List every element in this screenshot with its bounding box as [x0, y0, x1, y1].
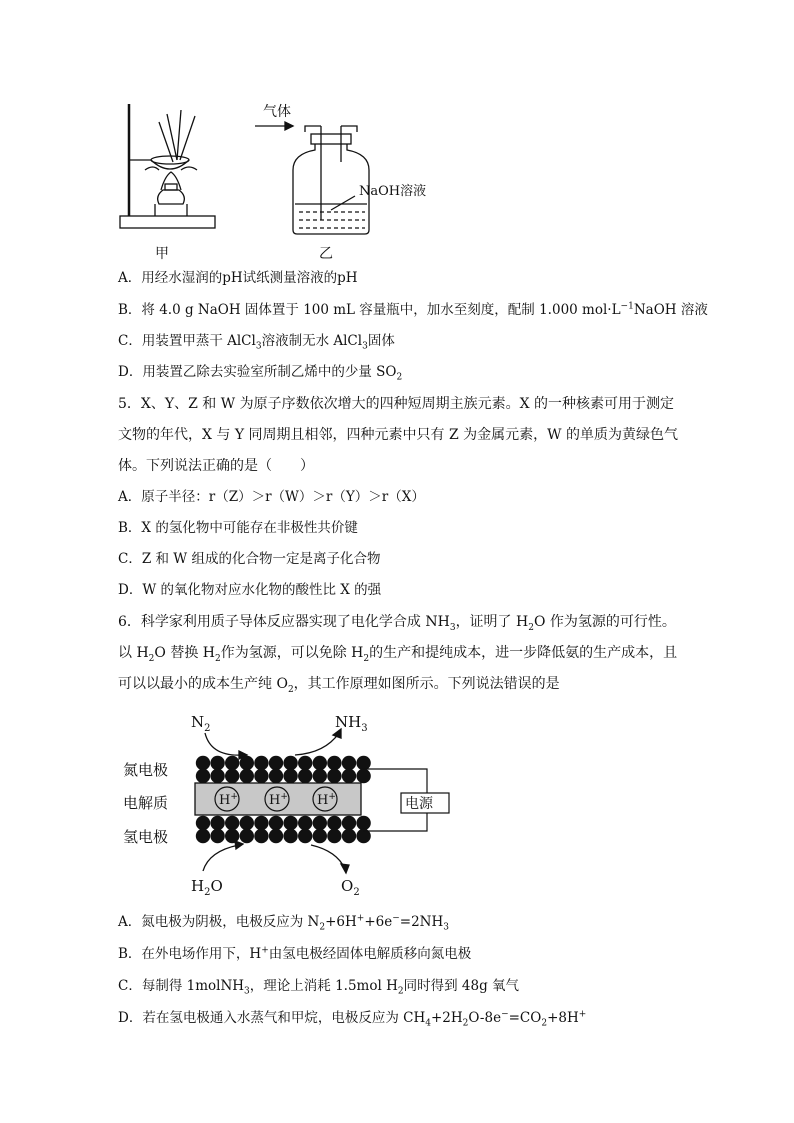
electrode-particle — [196, 829, 210, 843]
q5-option-a: A．原子半径：r（Z）＞r（W）＞r（Y）＞r（X） — [118, 489, 425, 505]
label-h2o: $H_2O$ — [191, 877, 223, 898]
q6-stem-line2: 以 $H_2O$ 替换 $H_2$作为氢源，可以免除 $H_2$的生产和提纯成本，进一步降低氨的生产成本，且 — [118, 645, 678, 664]
h-plus-2: H+ — [269, 792, 288, 808]
q6-stem-line1: 6．科学家利用质子导体反应器实现了电化学合成 $NH_3$，证明了 $H_2O$ 作为氢源的可行性。 — [118, 614, 676, 633]
hydrogen-electrode — [196, 816, 371, 843]
q5-stem-line1: 5．X、Y、Z 和 W 为原子序数依次增大的四种短周期主族元素。X 的一种核素可用于测定 — [118, 396, 674, 412]
label-naoh: NaOH溶液 — [359, 184, 427, 199]
electrode-particle — [313, 816, 327, 830]
q6-option-c: C．每制得 1molNH$_3$，理论上消耗 1.5mol $H_2$同时得到 48g 氧气 — [118, 978, 519, 997]
electrode-particle — [313, 769, 327, 783]
electrode-particle — [356, 756, 370, 770]
q4-option-b: B．将 4.0 g NaOH 固体置于 100 mL 容量瓶中，加水至刻度，配制 1.000 $mol\cdot L^{-1}NaOH$ 溶液 — [118, 301, 708, 318]
electrode-particle — [327, 756, 341, 770]
electrode-particle — [313, 829, 327, 843]
electrode-particle — [283, 829, 297, 843]
electrode-particle — [240, 829, 254, 843]
q4-option-c: C．用装置甲蒸干 AlCl$_3$溶液制无水 AlCl$_3$固体 — [118, 333, 395, 352]
electrode-particle — [254, 756, 268, 770]
electrode-particle — [240, 769, 254, 783]
electrode-particle — [313, 756, 327, 770]
electrode-particle — [327, 829, 341, 843]
h-plus-1: H+ — [219, 792, 238, 808]
apparatus-figure — [115, 92, 455, 262]
q5-option-c: C．Z 和 W 组成的化合物一定是离子化合物 — [118, 551, 381, 567]
electrode-particle — [269, 816, 283, 830]
q6-option-b: B．在外电场作用下，H+由氢电极经固体电解质移向氮电极 — [118, 945, 472, 962]
power-source-label: 电源 — [405, 796, 433, 812]
label-h-electrode: 氢电极 — [123, 828, 169, 846]
q5-option-b: B．X 的氢化物中可能存在非极性共价键 — [118, 520, 358, 536]
electrode-particle — [196, 756, 210, 770]
label-o2: $O_2$ — [341, 877, 360, 898]
q6-option-d: D．若在氢电极通入水蒸气和甲烷，电极反应为 $CH_4+2H_2O-8e^-=CO_2+8H^+$ — [118, 1009, 587, 1029]
q6-stem-line3: 可以以最小的成本生产纯 $O_2$，其工作原理如图所示。下列说法错误的是 — [118, 676, 560, 695]
electrode-particle — [210, 829, 224, 843]
label-electrolyte: 电解质 — [123, 794, 169, 812]
electrode-particle — [342, 829, 356, 843]
electrode-particle — [342, 816, 356, 830]
q4-option-a: A．用经水湿润的pH试纸测量溶液的pH — [118, 270, 358, 286]
electrode-particle — [240, 816, 254, 830]
q6-option-a: A．氮电极为阴极，电极反应为 $N_2+6H^++6e^-=2NH_3$ — [118, 913, 449, 933]
electrode-particle — [196, 816, 210, 830]
electrode-particle — [298, 829, 312, 843]
electrode-particle — [356, 816, 370, 830]
electrode-particle — [210, 756, 224, 770]
electrode-particle — [283, 769, 297, 783]
apparatus-yi — [255, 122, 369, 234]
electrode-particle — [269, 769, 283, 783]
label-n-electrode: 氮电极 — [123, 761, 169, 779]
electrode-particle — [196, 769, 210, 783]
label-nh3: $NH_3$ — [335, 713, 368, 734]
q5-stem-line3: 体。下列说法正确的是（ ） — [118, 458, 314, 474]
electrode-particle — [342, 756, 356, 770]
electrode-particle — [283, 816, 297, 830]
electrode-particle — [342, 769, 356, 783]
q5-option-d: D．W 的氧化物对应水化物的酸性比 X 的强 — [118, 582, 382, 598]
electrode-particle — [298, 816, 312, 830]
electrode-particle — [298, 769, 312, 783]
q5-stem-line2: 文物的年代，X 与 Y 同周期且相邻，四种元素中只有 Z 为金属元素，W 的单质为黄绿色气 — [118, 427, 679, 443]
electrode-particle — [283, 756, 297, 770]
electrode-particle — [327, 769, 341, 783]
top-arrows — [205, 729, 341, 759]
electrode-particle — [225, 829, 239, 843]
bottom-arrows — [203, 841, 349, 873]
electrode-particle — [269, 829, 283, 843]
q4-option-d: D．用装置乙除去实验室所制乙烯中的少量 $SO_2$ — [118, 364, 403, 383]
electrode-particle — [356, 769, 370, 783]
label-n2: $N_2$ — [191, 713, 211, 734]
label-gas: 气体 — [263, 104, 291, 120]
label-yi: 乙 — [319, 246, 333, 262]
electrode-particle — [254, 816, 268, 830]
h-plus-3: H+ — [317, 792, 336, 808]
electrode-particle — [210, 816, 224, 830]
nitrogen-electrode — [196, 756, 371, 783]
reactor-figure — [115, 705, 475, 905]
electrode-particle — [254, 829, 268, 843]
apparatus-jia — [120, 104, 215, 228]
electrode-particle — [254, 769, 268, 783]
electrode-particle — [225, 816, 239, 830]
electrode-particle — [269, 756, 283, 770]
label-jia: 甲 — [155, 246, 169, 262]
electrode-particle — [225, 756, 239, 770]
electrode-particle — [240, 756, 254, 770]
electrode-particle — [327, 816, 341, 830]
electrode-particle — [225, 769, 239, 783]
electrode-particle — [210, 769, 224, 783]
electrode-particle — [298, 756, 312, 770]
